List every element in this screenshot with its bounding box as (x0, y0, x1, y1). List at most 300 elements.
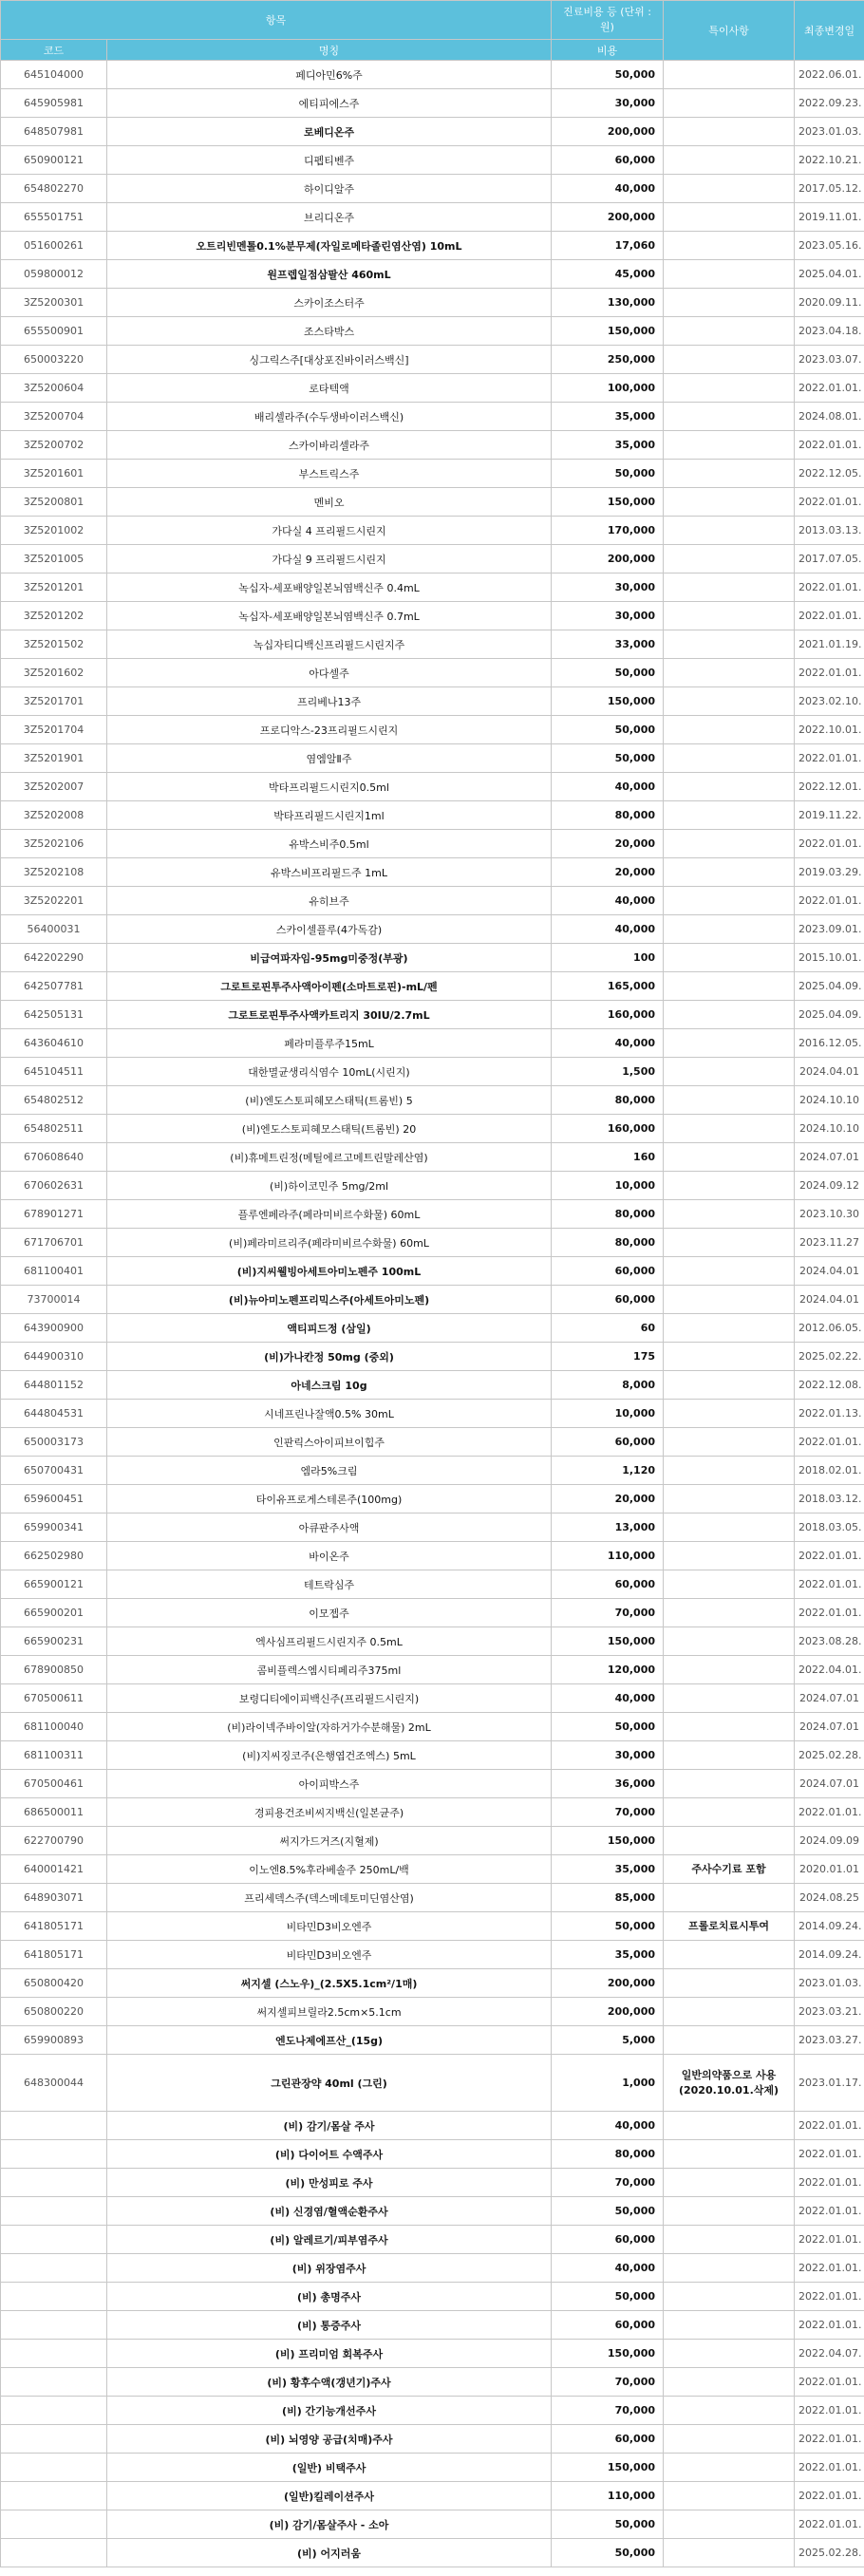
note-cell (664, 972, 795, 1001)
date-cell: 2022.01.13. (795, 1400, 864, 1428)
code-cell: 3Z5201602 (1, 659, 107, 687)
date-cell: 2024.07.01 (795, 1684, 864, 1713)
name-cell: (비) 통증주사 (107, 2311, 552, 2340)
code-cell: 3Z5200604 (1, 374, 107, 403)
table-body (1, 61, 864, 2567)
name-cell: 프로디악스-23프리필드시린지 (107, 716, 552, 744)
note-cell (664, 1029, 795, 1058)
name-cell: (비) 다이어트 수액주사 (107, 2140, 552, 2169)
table-row (1, 1457, 864, 1485)
name-cell: 멘비오 (107, 488, 552, 517)
name-cell: 녹십자티디백신프리필드시린지주 (107, 630, 552, 659)
name-cell: (비)가나칸정 50mg (중외) (107, 1343, 552, 1371)
cost-cell: 30,000 (552, 573, 664, 602)
table-row (1, 1514, 864, 1542)
name-cell: 로베디온주 (107, 118, 552, 146)
note-cell (664, 687, 795, 716)
cost-cell: 150,000 (552, 1627, 664, 1656)
date-cell: 2024.08.01. (795, 403, 864, 431)
note-cell (664, 1428, 795, 1457)
date-cell: 2024.09.09 (795, 1827, 864, 1855)
cost-cell: 60,000 (552, 1428, 664, 1457)
name-cell: 가다실 9 프리필드시린지 (107, 545, 552, 573)
cost-cell: 80,000 (552, 1200, 664, 1229)
table-row (1, 146, 864, 175)
cost-cell: 200,000 (552, 203, 664, 232)
date-cell: 2025.04.09. (795, 1001, 864, 1029)
note-cell (664, 1172, 795, 1200)
name-cell: 바이온주 (107, 1542, 552, 1570)
cost-cell: 20,000 (552, 858, 664, 887)
code-cell: 3Z5201701 (1, 687, 107, 716)
date-cell: 2024.09.12 (795, 1172, 864, 1200)
note-cell (664, 317, 795, 346)
cost-cell: 60,000 (552, 1286, 664, 1314)
name-cell: 배리셀라주(수두생바이러스백신) (107, 403, 552, 431)
cost-cell: 50,000 (552, 716, 664, 744)
cost-cell: 170,000 (552, 517, 664, 545)
code-cell: 659900341 (1, 1514, 107, 1542)
cost-cell: 20,000 (552, 1485, 664, 1514)
cost-cell: 40,000 (552, 175, 664, 203)
cost-cell: 60,000 (552, 1570, 664, 1599)
code-cell: 3Z5200702 (1, 431, 107, 460)
code-cell: 650800420 (1, 1969, 107, 1998)
code-cell: 654802270 (1, 175, 107, 203)
name-cell: 아다셀주 (107, 659, 552, 687)
table-row (1, 659, 864, 687)
table-row (1, 1684, 864, 1713)
date-cell: 2021.01.19. (795, 630, 864, 659)
name-cell: 비타민D3비오엔주 (107, 1912, 552, 1941)
code-cell: 644801152 (1, 1371, 107, 1400)
note-cell (664, 602, 795, 630)
name-cell: (비)페라미르리주(페라미비르수화물) 60mL (107, 1229, 552, 1257)
date-cell: 2020.09.11. (795, 289, 864, 317)
note-cell (664, 374, 795, 403)
code-cell: 670500461 (1, 1770, 107, 1798)
date-cell: 2022.06.01. (795, 61, 864, 89)
date-cell: 2024.04.01 (795, 1058, 864, 1086)
note-cell (664, 1457, 795, 1485)
note-cell (664, 460, 795, 488)
date-cell: 2023.08.28. (795, 1627, 864, 1656)
date-cell: 2022.01.01. (795, 2283, 864, 2311)
table-row (1, 1485, 864, 1514)
name-cell: (비)뉴아미노펜프리믹스주(아세트아미노펜) (107, 1286, 552, 1314)
note-cell (664, 944, 795, 972)
note-cell: 일반의약품으로 사용 (2020.10.01.삭제) (664, 2055, 795, 2112)
date-cell: 2022.01.01. (795, 2197, 864, 2226)
date-cell: 2016.12.05. (795, 1029, 864, 1058)
date-cell: 2024.07.01 (795, 1143, 864, 1172)
cost-cell: 35,000 (552, 1941, 664, 1969)
name-cell: 스카이바리셀라주 (107, 431, 552, 460)
date-cell: 2020.01.01 (795, 1855, 864, 1884)
date-cell: 2019.11.01. (795, 203, 864, 232)
note-cell (664, 1001, 795, 1029)
code-cell (1, 2340, 107, 2368)
note-cell (664, 175, 795, 203)
table-row (1, 2510, 864, 2539)
name-cell: 써지가드거즈(지혈제) (107, 1827, 552, 1855)
cost-cell: 130,000 (552, 289, 664, 317)
code-cell: 670608640 (1, 1143, 107, 1172)
note-cell (664, 517, 795, 545)
date-cell: 2022.04.01. (795, 1656, 864, 1684)
cost-cell: 60,000 (552, 2425, 664, 2454)
date-cell: 2023.03.21. (795, 1998, 864, 2026)
note-cell (664, 2169, 795, 2197)
table-row (1, 1371, 864, 1400)
table-row (1, 830, 864, 858)
date-cell: 2023.01.03. (795, 1969, 864, 1998)
name-cell: 디펩티벤주 (107, 146, 552, 175)
table-row (1, 2482, 864, 2510)
name-cell: 부스트릭스주 (107, 460, 552, 488)
code-cell: 3Z5201202 (1, 602, 107, 630)
name-cell: 아큐판주사액 (107, 1514, 552, 1542)
table-row (1, 1627, 864, 1656)
note-cell (664, 1884, 795, 1912)
date-cell: 2022.01.01. (795, 830, 864, 858)
table-row (1, 2368, 864, 2397)
note-cell (664, 1086, 795, 1115)
code-cell: 3Z5202201 (1, 887, 107, 915)
name-cell: 오트리빈멘톨0.1%분무제(자일로메타졸린염산염) 10mL (107, 232, 552, 260)
date-cell: 2022.01.01. (795, 2112, 864, 2140)
date-cell: 2023.01.17. (795, 2055, 864, 2112)
table-row (1, 2254, 864, 2283)
name-cell: (일반)킬레이션주사 (107, 2482, 552, 2510)
date-cell: 2025.04.09. (795, 972, 864, 1001)
cost-cell: 1,500 (552, 1058, 664, 1086)
code-cell: 643604610 (1, 1029, 107, 1058)
note-cell (664, 1998, 795, 2026)
date-cell: 2022.01.01. (795, 2510, 864, 2539)
name-cell: 하이디알주 (107, 175, 552, 203)
note-cell (664, 403, 795, 431)
table-row (1, 801, 864, 830)
table-row (1, 687, 864, 716)
code-cell: 678900850 (1, 1656, 107, 1684)
note-cell (664, 1286, 795, 1314)
note-cell (664, 232, 795, 260)
cost-cell: 33,000 (552, 630, 664, 659)
table-row (1, 118, 864, 146)
table-row (1, 260, 864, 289)
note-cell (664, 1343, 795, 1371)
cost-cell: 150,000 (552, 2340, 664, 2368)
code-header: 코드 (1, 40, 107, 61)
note-cell (664, 1713, 795, 1741)
note-cell (664, 2454, 795, 2482)
cost-cell: 40,000 (552, 887, 664, 915)
date-cell: 2023.03.07. (795, 346, 864, 374)
cost-cell: 100,000 (552, 374, 664, 403)
date-cell: 2023.02.10. (795, 687, 864, 716)
name-cell: 페디아민6%주 (107, 61, 552, 89)
name-cell: 대한멸균생리식염수 10mL(시린지) (107, 1058, 552, 1086)
note-cell (664, 1770, 795, 1798)
name-cell: 엠라5%크림 (107, 1457, 552, 1485)
note-cell: 프롤로치료시투여 (664, 1912, 795, 1941)
date-cell: 2022.01.01. (795, 2482, 864, 2510)
date-cell: 2024.10.10 (795, 1115, 864, 1143)
date-cell: 2022.12.01. (795, 773, 864, 801)
cost-cell: 35,000 (552, 403, 664, 431)
cost-cell: 120,000 (552, 1656, 664, 1684)
code-cell (1, 2311, 107, 2340)
date-cell: 2022.04.07. (795, 2340, 864, 2368)
table-row (1, 2539, 864, 2567)
name-cell: 경피용건조비씨지백신(일본균주) (107, 1798, 552, 1827)
date-cell: 2022.01.01. (795, 488, 864, 517)
cost-cell: 13,000 (552, 1514, 664, 1542)
note-cell: 주사수기료 포함 (664, 1855, 795, 1884)
name-cell: 그린관장약 40ml (그린) (107, 2055, 552, 2112)
table-row (1, 1172, 864, 1200)
note-cell (664, 2425, 795, 2454)
table-row (1, 1058, 864, 1086)
code-cell: 648903071 (1, 1884, 107, 1912)
date-cell: 2022.01.01. (795, 1599, 864, 1627)
note-cell (664, 2368, 795, 2397)
note-cell (664, 716, 795, 744)
cost-cell: 50,000 (552, 659, 664, 687)
cost-cell: 100 (552, 944, 664, 972)
cost-cell: 30,000 (552, 89, 664, 118)
cost-cell: 110,000 (552, 1542, 664, 1570)
table-row (1, 403, 864, 431)
code-cell: 3Z5202106 (1, 830, 107, 858)
name-cell: (비) 신경염/혈액순환주사 (107, 2197, 552, 2226)
name-cell: 에티피에스주 (107, 89, 552, 118)
note-cell (664, 1400, 795, 1428)
code-cell (1, 2510, 107, 2539)
table-row (1, 232, 864, 260)
date-cell: 2017.05.12. (795, 175, 864, 203)
name-cell: (비) 총명주사 (107, 2283, 552, 2311)
code-cell: 654802511 (1, 1115, 107, 1143)
code-cell: 681100311 (1, 1741, 107, 1770)
name-cell: 원프렙일점삼팔산 460mL (107, 260, 552, 289)
code-cell: 654802512 (1, 1086, 107, 1115)
note-cell (664, 1599, 795, 1627)
note-cell (664, 2197, 795, 2226)
date-cell: 2023.05.16. (795, 232, 864, 260)
table-row (1, 1286, 864, 1314)
note-cell (664, 431, 795, 460)
code-cell: 655500901 (1, 317, 107, 346)
code-cell (1, 2197, 107, 2226)
table-row (1, 2425, 864, 2454)
name-cell: 써지셀피브릴라2.5cm×5.1cm (107, 1998, 552, 2026)
cost-cell: 80,000 (552, 801, 664, 830)
date-cell: 2023.10.30 (795, 1200, 864, 1229)
cost-cell: 50,000 (552, 1713, 664, 1741)
code-cell: 73700014 (1, 1286, 107, 1314)
date-cell: 2019.11.22. (795, 801, 864, 830)
code-cell: 665900201 (1, 1599, 107, 1627)
table-row (1, 1086, 864, 1115)
note-cell (664, 1485, 795, 1514)
code-cell (1, 2368, 107, 2397)
date-cell: 2012.06.05. (795, 1314, 864, 1343)
code-cell: 3Z5200801 (1, 488, 107, 517)
code-cell: 645104000 (1, 61, 107, 89)
code-cell: 3Z5202008 (1, 801, 107, 830)
note-cell (664, 1115, 795, 1143)
date-cell: 2022.01.01. (795, 659, 864, 687)
table-row (1, 602, 864, 630)
code-cell: 644900310 (1, 1343, 107, 1371)
date-cell: 2022.01.01. (795, 1428, 864, 1457)
note-cell (664, 1741, 795, 1770)
code-cell: 3Z5202007 (1, 773, 107, 801)
table-row (1, 1969, 864, 1998)
code-cell: 3Z5201005 (1, 545, 107, 573)
date-cell: 2015.10.01. (795, 944, 864, 972)
name-cell: 시네프린나잘액0.5% 30mL (107, 1400, 552, 1428)
name-cell: 콤비플렉스엠시티페리주375ml (107, 1656, 552, 1684)
note-cell (664, 2026, 795, 2055)
name-cell: (비) 알레르기/피부염주사 (107, 2226, 552, 2254)
code-cell: 678901271 (1, 1200, 107, 1229)
note-cell (664, 659, 795, 687)
name-cell: (비)라이넥주바이알(자하거가수분해물) 2mL (107, 1713, 552, 1741)
cost-cell: 175 (552, 1343, 664, 1371)
name-cell: (비) 위장염주사 (107, 2254, 552, 2283)
date-cell: 2019.03.29. (795, 858, 864, 887)
cost-cell: 8,000 (552, 1371, 664, 1400)
note-cell (664, 2226, 795, 2254)
cost-cell: 30,000 (552, 1741, 664, 1770)
name-cell: 그로트로핀투주사액카트리지 30IU/2.7mL (107, 1001, 552, 1029)
date-cell: 2025.02.28. (795, 2539, 864, 2567)
name-cell: (비) 어지러움 (107, 2539, 552, 2567)
table-row (1, 431, 864, 460)
date-cell: 2022.01.01. (795, 2254, 864, 2283)
name-cell: 녹십자-세포배양일본뇌염백신주 0.4mL (107, 573, 552, 602)
date-cell: 2022.01.01. (795, 744, 864, 773)
cost-cell: 30,000 (552, 602, 664, 630)
note-cell (664, 1941, 795, 1969)
cost-group-header: 진료비용 등 (단위 : 원) (552, 1, 664, 40)
table-row (1, 1656, 864, 1684)
code-cell: 650003173 (1, 1428, 107, 1457)
table-row (1, 2226, 864, 2254)
note-cell (664, 545, 795, 573)
note-cell (664, 1684, 795, 1713)
name-cell: 스카이셀플루(4가독감) (107, 915, 552, 944)
table-row (1, 915, 864, 944)
cost-cell: 35,000 (552, 431, 664, 460)
table-row (1, 1115, 864, 1143)
note-header: 특이사항 (664, 1, 795, 61)
note-cell (664, 573, 795, 602)
cost-cell: 5,000 (552, 2026, 664, 2055)
date-cell: 2022.01.01. (795, 2226, 864, 2254)
name-cell: 브리디온주 (107, 203, 552, 232)
cost-cell: 1,000 (552, 2055, 664, 2112)
cost-cell: 70,000 (552, 1798, 664, 1827)
date-cell: 2022.01.01. (795, 602, 864, 630)
name-cell: 인판릭스아이피브이힙주 (107, 1428, 552, 1457)
table-row (1, 2283, 864, 2311)
table-row (1, 1314, 864, 1343)
date-cell: 2022.01.01. (795, 573, 864, 602)
note-cell (664, 289, 795, 317)
note-cell (664, 1229, 795, 1257)
cost-cell: 200,000 (552, 545, 664, 573)
date-cell: 2023.03.27. (795, 2026, 864, 2055)
name-cell: 이모젭주 (107, 1599, 552, 1627)
table-row (1, 2055, 864, 2112)
cost-cell: 40,000 (552, 773, 664, 801)
name-cell: 프리세덱스주(덱스메데토미딘염산염) (107, 1884, 552, 1912)
cost-cell: 50,000 (552, 2539, 664, 2567)
code-cell (1, 2254, 107, 2283)
cost-cell: 20,000 (552, 830, 664, 858)
name-cell: (비) 만성피로 주사 (107, 2169, 552, 2197)
name-cell: (비)하이코민주 5mg/2ml (107, 1172, 552, 1200)
cost-cell: 50,000 (552, 744, 664, 773)
name-cell: 타이유프로게스테론주(100mg) (107, 1485, 552, 1514)
table-row (1, 1855, 864, 1884)
note-cell (664, 2539, 795, 2567)
name-cell: 보령디티에이피백신주(프리필드시린지) (107, 1684, 552, 1713)
date-cell: 2018.03.05. (795, 1514, 864, 1542)
note-cell (664, 346, 795, 374)
table-row (1, 716, 864, 744)
table-row (1, 1428, 864, 1457)
note-cell (664, 1200, 795, 1229)
cost-cell: 80,000 (552, 2140, 664, 2169)
date-cell: 2023.01.03. (795, 118, 864, 146)
name-cell: 박타프리필드시린지0.5ml (107, 773, 552, 801)
code-cell: 640001421 (1, 1855, 107, 1884)
code-cell: 665900231 (1, 1627, 107, 1656)
code-cell: 681100040 (1, 1713, 107, 1741)
cost-cell: 70,000 (552, 2397, 664, 2425)
date-cell: 2022.01.01. (795, 1798, 864, 1827)
table-row (1, 1827, 864, 1855)
code-cell: 3Z5202108 (1, 858, 107, 887)
note-cell (664, 801, 795, 830)
code-cell: 3Z5201201 (1, 573, 107, 602)
code-cell: 650003220 (1, 346, 107, 374)
date-cell: 2022.01.01. (795, 2368, 864, 2397)
code-cell: 650900121 (1, 146, 107, 175)
date-cell: 2022.01.01. (795, 2397, 864, 2425)
cost-cell: 85,000 (552, 1884, 664, 1912)
table-row (1, 1542, 864, 1570)
date-cell: 2022.01.01. (795, 887, 864, 915)
cost-cell: 150,000 (552, 317, 664, 346)
code-cell: 3Z5201002 (1, 517, 107, 545)
date-cell: 2022.01.01. (795, 2311, 864, 2340)
note-cell (664, 2340, 795, 2368)
cost-cell: 1,120 (552, 1457, 664, 1485)
code-cell: 671706701 (1, 1229, 107, 1257)
code-cell: 645104511 (1, 1058, 107, 1086)
date-cell: 2014.09.24. (795, 1941, 864, 1969)
cost-cell: 50,000 (552, 61, 664, 89)
note-cell (664, 118, 795, 146)
table-row (1, 1143, 864, 1172)
note-cell (664, 89, 795, 118)
